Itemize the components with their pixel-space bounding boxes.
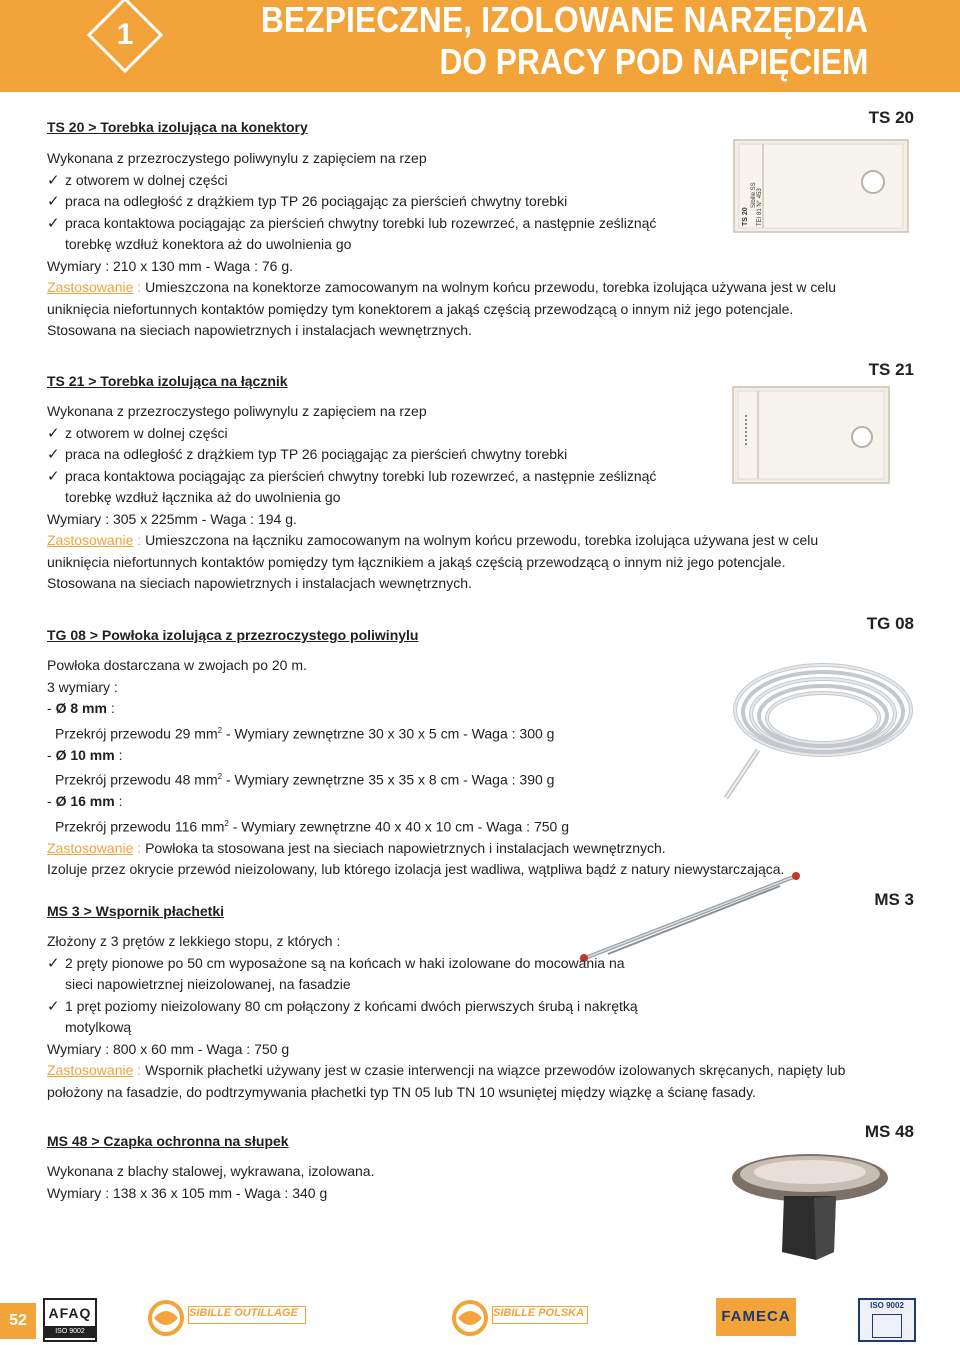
ts21-bullet-2: ✓ praca na odległość z drążkiem typ TP 26 pociągając za pierścień chwytny torebki	[47, 444, 917, 466]
ms3-intro: Złożony z 3 prętów z lekkiego stopu, z których :	[47, 933, 341, 949]
ms3-use-1: Zastosowanie : Wspornik płachetki używany jest w czasie interwencji na wiązce przewodów izolowanych skręcanych, napięty lub	[47, 1062, 846, 1078]
ts20-section	[47, 118, 917, 342]
tg08-use-1: Zastosowanie : Powłoka ta stosowana jest na sieciach napowietrznych i instalacjach wewnętrznych.	[47, 839, 666, 856]
sibille-mark-icon	[452, 1300, 488, 1336]
tg08-size-16-detail: Przekrój przewodu 116 $mm^2$ - Wymiary zewnętrzne 40 x 40 x 10 cm - Waga : 750 g	[55, 818, 569, 835]
ms3-bullet-2: ✓ 1 pręt poziomy nieizolowany 80 cm połączony z końcami dwóch pierwszych śrubą i nakrętką	[47, 996, 917, 1018]
check-icon: ✓	[47, 954, 60, 972]
ts20-bag-label1: TS 20	[742, 207, 749, 226]
check-icon: ✓	[47, 214, 60, 232]
ms3-use-2: położony na fasadzie, do podtrzymywania płachetki typ TN 05 lub TN 10 wsuniętej między wiązkę a ścianę fasady.	[47, 1083, 756, 1100]
ms3-dims: Wymiary : 800 x 60 mm - Waga : 750 g	[47, 1040, 290, 1057]
ms3-bullet-1-cont: sieci napowietrznej nieizolowanej, na fasadzie	[65, 976, 351, 992]
ts21-bullet-1: ✓ z otworem w dolnej części	[47, 423, 917, 445]
header-title-line2: DO PRACY POD NAPIĘCIEM	[439, 41, 868, 82]
ts20-use-2: uniknięcia niefortunnych kontaktów pomiędzy tym konektorem a jakąś częścią przewodzącą o innym niż jego potencjale.	[47, 300, 794, 317]
check-icon: ✓	[47, 997, 60, 1015]
ts21-bullet-3: ✓ praca kontaktowa pociągając za pierścień chwytny torebki lub rozewrzeć, a następnie ześliznąć	[47, 466, 917, 488]
usage-label: Zastosowanie	[47, 839, 134, 856]
check-icon: ✓	[47, 467, 60, 485]
iso-9002-logo: ISO 9002	[858, 1298, 916, 1342]
check-icon: ✓	[47, 446, 60, 463]
tg08-use-2: Izoluje przez okrycie przewód nieizolowany, lub którego izolacja jest wadliwa, wątpliwa bądź z natury niewystarczająca.	[47, 861, 785, 878]
afaq-logo: AFAQ ISO 9002	[43, 1298, 97, 1342]
ts20-use-1: Zastosowanie : Umieszczona na konektorze zamocowanym na wolnym końcu przewodu, torebka izolująca używana jest w celu	[47, 279, 837, 295]
tg08-code: TG 08	[866, 614, 914, 633]
ts21-bullet-3-cont: torebkę wzdłuż łącznika aż do uwolnienia go	[65, 489, 341, 505]
tg08-sizes: 3 wymiary :	[47, 678, 118, 695]
tg08-size-8: - Ø 8 mm :	[47, 700, 115, 716]
ts20-bag-label3: TEI 81 N° 453	[757, 188, 763, 226]
fameca-logo: FAMECA	[716, 1298, 796, 1336]
ts20-bullet-2: ✓ praca na odległość z drążkiem typ TP 26 pociągając za pierścień chwytny torebki	[47, 191, 917, 213]
ts21-use-3: Stosowana na sieciach napowietrznych i instalacjach wewnętrznych.	[47, 575, 472, 591]
ms3-title: MS 3 > Wspornik płachetki	[47, 903, 224, 919]
tg08-size-10-detail: Przekrój przewodu 48 $mm^2$ - Wymiary zewnętrzne 35 x 35 x 8 cm - Waga : 390 g	[55, 771, 555, 788]
ms3-section	[47, 902, 917, 1103]
ms48-title: MS 48 > Czapka ochronna na słupek	[47, 1133, 289, 1149]
check-icon: ✓	[47, 193, 60, 210]
tg08-size-16: - Ø 16 mm :	[47, 793, 123, 810]
chapter-number: 1	[116, 18, 134, 51]
ts21-use-2: uniknięcia niefortunnych kontaktów pomiędzy tym łącznikiem a jakąś częścią przewodzącą o innym niż jego potencjale.	[47, 553, 786, 570]
ms48-code: MS 48	[864, 1122, 914, 1141]
tg08-section	[47, 626, 917, 881]
ts21-use-1: Zastosowanie : Umieszczona na łączniku zamocowanym na wolnym końcu przewodu, torebka izolująca używana jest w celu	[47, 532, 819, 548]
ts20-bag-label2: Sibille SS	[751, 182, 757, 208]
usage-label: Zastosowanie	[47, 1062, 134, 1078]
tg08-size-8-detail: Przekrój przewodu 29 $mm^2$ - Wymiary zewnętrzne 30 x 30 x 5 cm - Waga : 300 g	[55, 725, 555, 742]
ms3-bullet-1: ✓ 2 pręty pionowe po 50 cm wyposażone są na końcach w haki izolowane do mocowania na	[47, 953, 917, 975]
ms3-code: MS 3	[874, 890, 914, 909]
usage-label: Zastosowanie	[47, 279, 134, 295]
ts20-use-3: Stosowana na sieciach napowietrznych i instalacjach wewnętrznych.	[47, 322, 472, 338]
ts21-intro: Wykonana z przezroczystego poliwynylu z zapięciem na rzep	[47, 403, 427, 419]
ms48-section	[47, 1132, 917, 1204]
check-icon: ✓	[47, 424, 60, 442]
tg08-title: TG 08 > Powłoka izolująca z przezroczystego poliwinylu	[47, 627, 419, 643]
ts20-bullet-3-cont: torebkę wzdłuż konektora aż do uwolnienia go	[65, 236, 352, 252]
tg08-intro: Powłoka dostarczana w zwojach po 20 m.	[47, 657, 307, 673]
ts20-bullet-1: ✓ z otworem w dolnej części	[47, 170, 917, 192]
ms3-bullet-2-cont: motylkową	[65, 1019, 132, 1035]
usage-label: Zastosowanie	[47, 532, 134, 548]
ts21-title: TS 21 > Torebka izolująca na łącznik	[47, 373, 288, 389]
tg08-size-10: - Ø 10 mm :	[47, 746, 123, 763]
sibille-polska-logo: SIBILLE POLSKA	[452, 1298, 592, 1338]
ts21-code: TS 21	[868, 360, 914, 379]
ts20-title: TS 20 > Torebka izolująca na konektory	[47, 119, 308, 135]
ts20-bullet-3: ✓ praca kontaktowa pociągając za pierścień chwytny torebki lub rozewrzeć, a następnie ześliznąć	[47, 213, 917, 235]
ms48-dims: Wymiary : 138 x 36 x 105 mm - Waga : 340 g	[47, 1184, 328, 1201]
ts20-intro: Wykonana z przezroczystego poliwynylu z zapięciem na rzep	[47, 150, 427, 166]
ts20-code: TS 20	[868, 108, 914, 127]
page-header	[0, 0, 960, 92]
ms48-intro: Wykonana z blachy stalowej, wykrawana, izolowana.	[47, 1163, 375, 1179]
sibille-outillage-logo: SIBILLE OUTILLAGE	[148, 1298, 308, 1338]
sibille-mark-icon	[148, 1300, 184, 1336]
check-icon: ✓	[47, 171, 60, 189]
ts20-dims: Wymiary : 210 x 130 mm - Waga : 76 g.	[47, 257, 293, 274]
page-number: 52	[0, 1303, 36, 1339]
header-title-line1: BEZPIECZNE, IZOLOWANE NARZĘDZIA	[260, 0, 868, 40]
certificate-mark-icon	[872, 1314, 902, 1338]
ts21-dims: Wymiary : 305 x 225mm - Waga : 194 g.	[47, 510, 297, 527]
ts21-section	[47, 372, 917, 595]
